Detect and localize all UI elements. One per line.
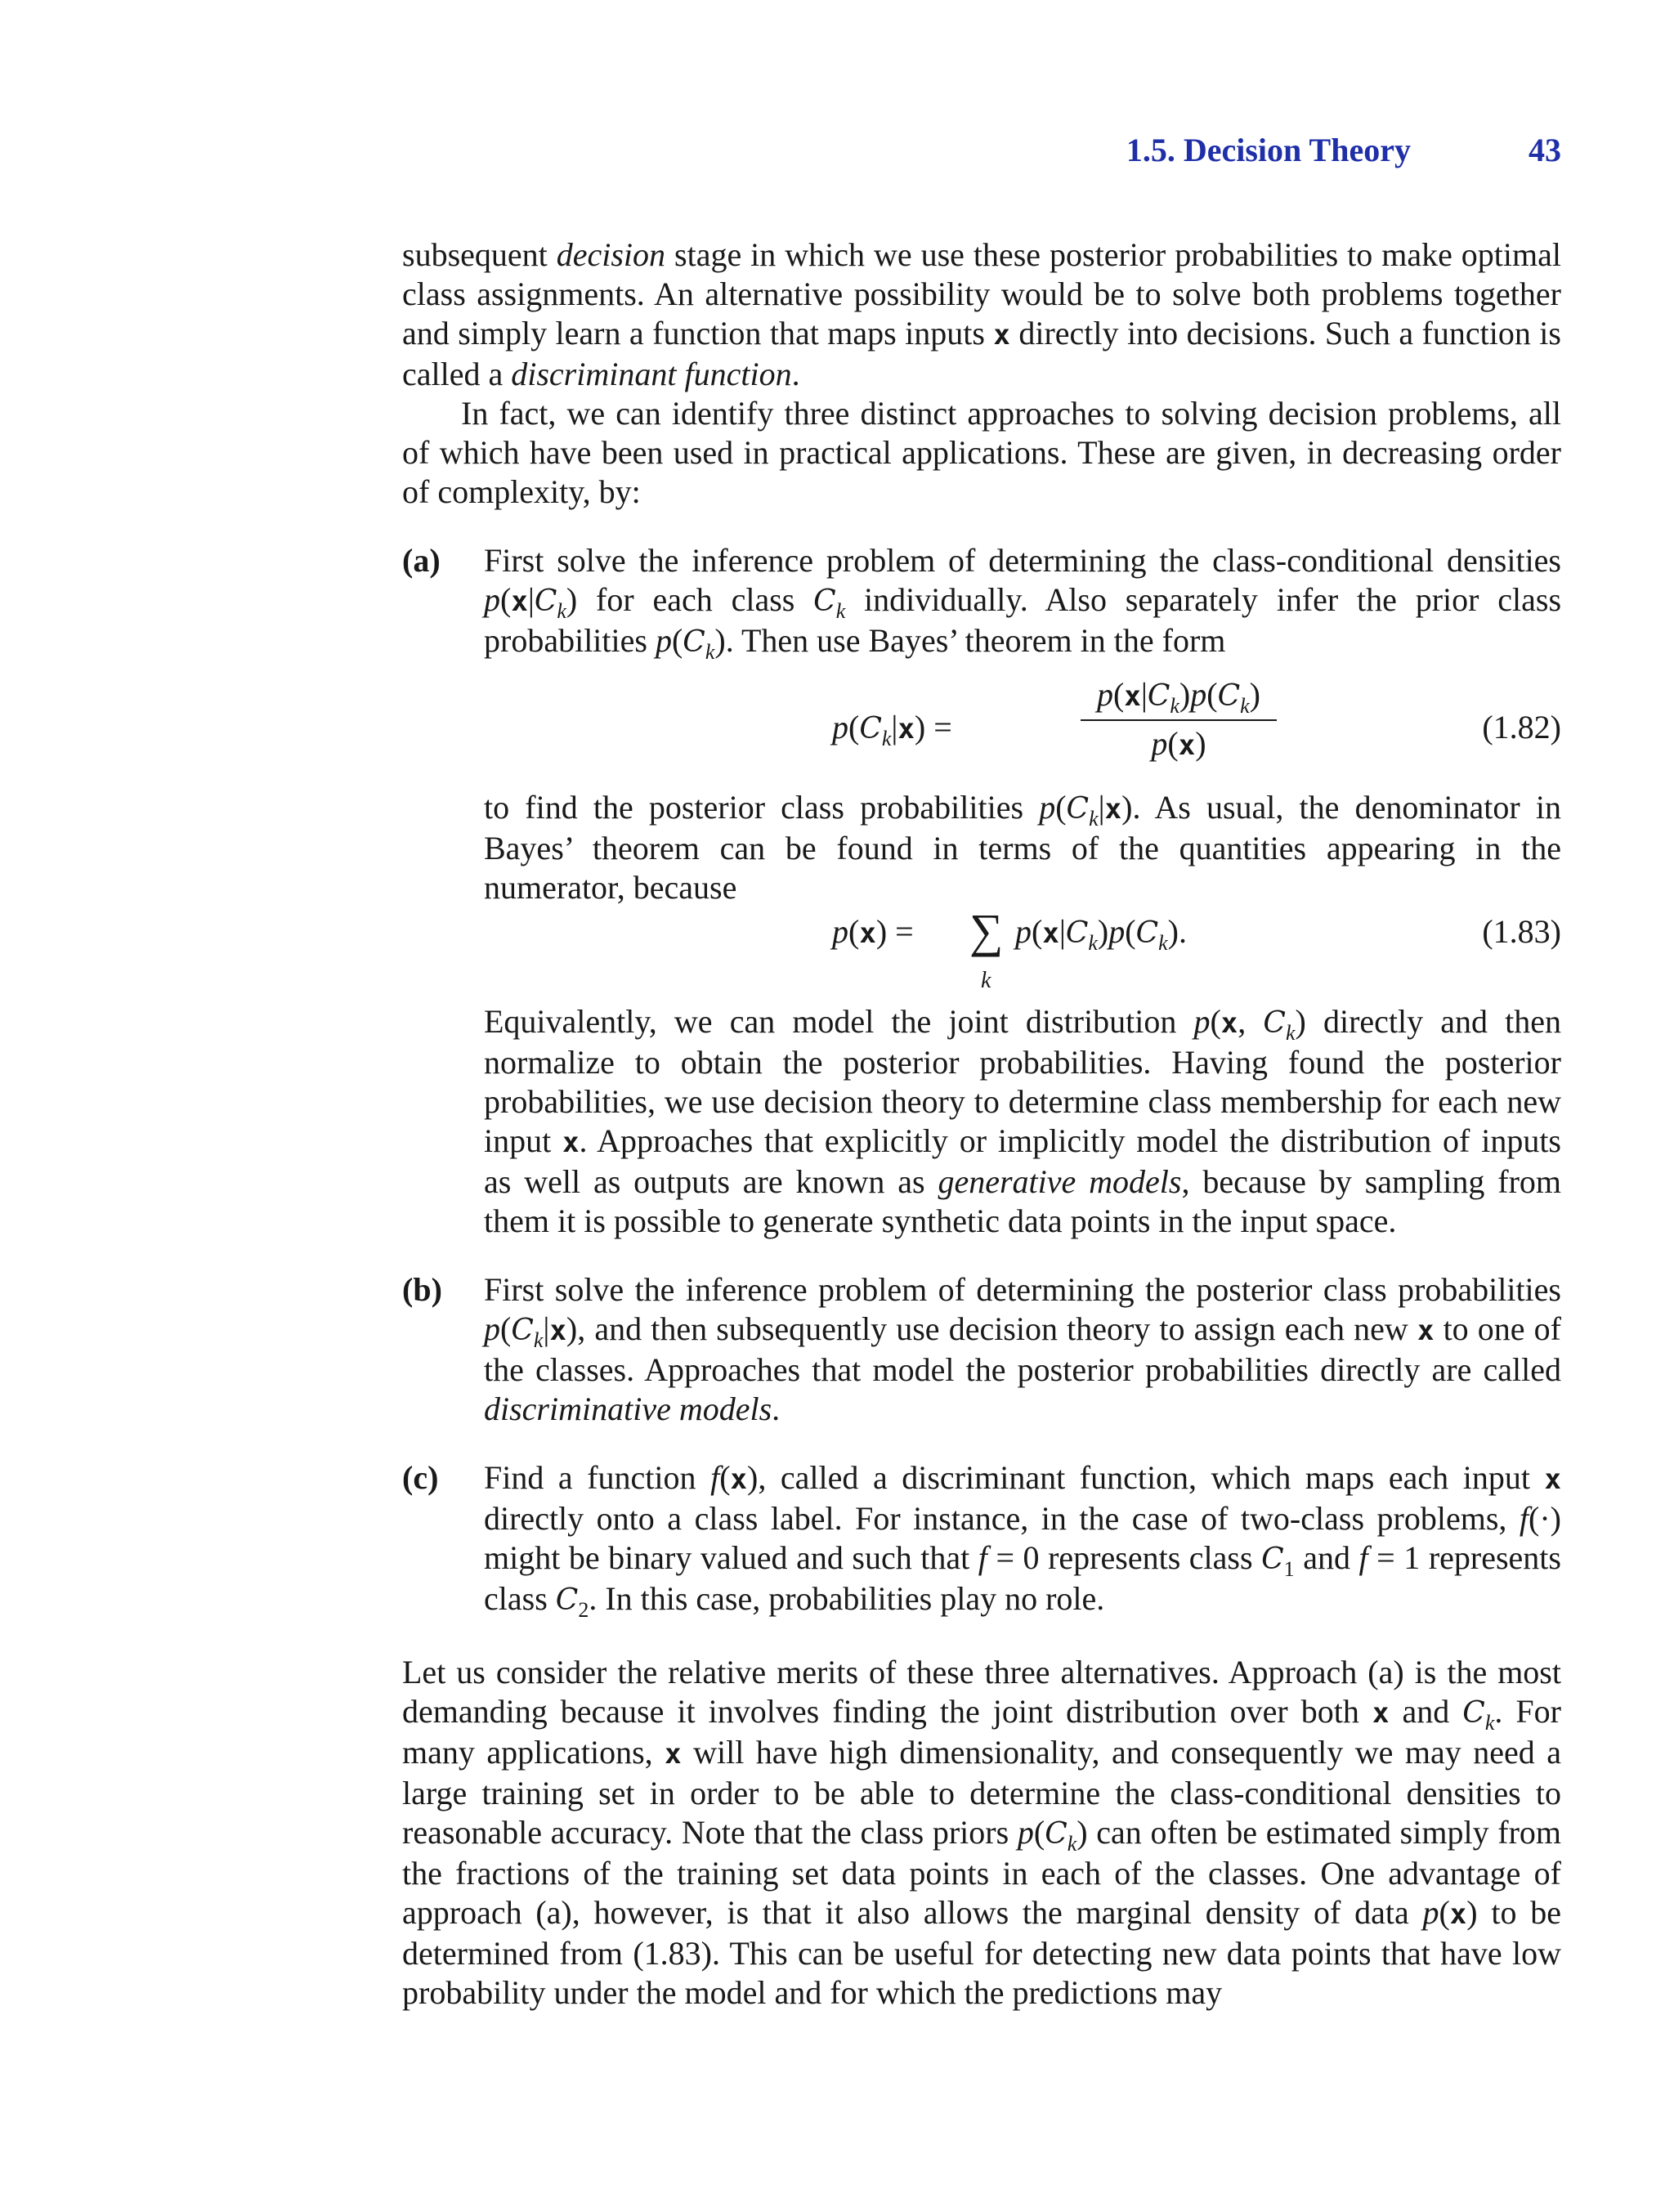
item-a-text: First solve the inference problem of determining the class-conditional densities $p(x|C_k)$ for each class $C_k$ individually. Also separately infer the prior class probabilities $p(C_k)$. Then use Bayes’ theorem in the form <box>484 542 1562 664</box>
text-run: , and then subsequently use decision theory to assign each new <box>577 1310 1417 1347</box>
list-item-a <box>402 541 1561 1241</box>
text-run: stage in which we use these posterior probabilities to make optimal class assignments. An alternative possibility would be to solve both problems together and simply learn a function that maps inputs <box>402 236 1561 352</box>
item-c-text: Find a function f(x), called a discriminant function, which maps each input x directly onto a class label. For instance, in the case of two-class problems, f(·) might be binary valued and such that f = 0 represents class $C_1$ and f = 1 represents class $C_2$. In this case, probabilities play no role. <box>484 1459 1561 1622</box>
text-run: can often be estimated simply from the fractions of the training set data points in each of the classes. One advantage of approach (a), however, is that it also allows the marginal density of data <box>402 1814 1562 1931</box>
text-run: . As usual, the denominator in Bayes’ theorem can be found in terms of the quantities appearing in the numerator, because <box>484 789 1561 906</box>
page-number: 43 <box>1529 132 1561 168</box>
text-run: First solve the inference problem of determining the posterior class probabilities <box>484 1271 1561 1308</box>
list-label: (a) <box>402 542 441 579</box>
text-run: . <box>791 356 800 392</box>
text-run: Let us consider the relative merits of these three alternatives. Approach (a) is the most demanding because it involves finding the joint distribution over both <box>402 1654 1561 1730</box>
item-a-text-2: to find the posterior class probabilities $p(C_k|x)$. As usual, the denominator in Bayes’ theorem can be found in terms of the quantities appearing in the numerator, because <box>484 789 1561 906</box>
text-run: for each class <box>577 581 814 618</box>
item-b-text: First solve the inference problem of determining the posterior class probabilities $p(C_k|x)$, and then subsequently use decision theory to assign each new x to one of the classes. Approaches that model the posterior probabilities directly are called discriminative models. <box>484 1271 1562 1427</box>
text-run: to one of the classes. Approaches that model the posterior probabilities directly are called <box>484 1310 1562 1388</box>
text-run: directly into decisions. Such a function is called a <box>402 315 1561 392</box>
text-run: to be determined from (1.83). This can be useful for detecting new data points that have low probability under the model and for which the predictions may <box>402 1894 1561 2011</box>
equation-number: (1.82) <box>1482 709 1561 746</box>
emphasis-generative-models: generative models <box>938 1163 1182 1200</box>
text-run: to find the posterior class probabilities <box>484 789 1040 826</box>
text-run: , called a discriminant function, which maps each input <box>758 1459 1545 1496</box>
text-run: . For many applications, <box>402 1693 1562 1771</box>
text-run: . <box>772 1390 781 1427</box>
equation-number: (1.83) <box>1482 913 1561 950</box>
emphasis-decision: decision <box>556 236 666 273</box>
text-run: Equivalently, we can model the joint distribution <box>484 1003 1194 1040</box>
text-run: individually. Also separately infer the prior class probabilities <box>484 581 1562 659</box>
text-run: . Then use Bayes’ theorem in the form <box>725 622 1226 659</box>
text-run: directly onto a class label. For instance, in the case of two-class problems, <box>484 1500 1520 1537</box>
list-item-b <box>402 1270 1561 1429</box>
section-title: 1.5. Decision Theory <box>1126 132 1411 168</box>
text-run: First solve the inference problem of determining the class-conditional densities <box>484 542 1561 579</box>
text-run: and <box>1389 1693 1463 1730</box>
list-label: (c) <box>402 1459 439 1496</box>
paragraph-approaches: In fact, we can identify three distinct approaches to solving decision problems, all of which have been used in practical applications. These are given, in decreasing order of complexity, by: <box>402 395 1561 510</box>
emphasis-discriminative-models: discriminative models <box>484 1390 772 1427</box>
list-item-c <box>402 1458 1561 1620</box>
text-run: and <box>1294 1539 1359 1576</box>
list-label: (b) <box>402 1271 442 1308</box>
text-run: will have high dimensionality, and consequently we may need a large training set in order to be able to determine the class-conditional densities to reasonable accuracy. Note that the class priors <box>402 1734 1561 1851</box>
text-run: directly and then normalize to obtain the posterior probabilities. Having found the posterior probabilities, we use decision theory to determine class membership for each new input <box>484 1003 1561 1159</box>
text-run: represents class <box>1039 1539 1262 1576</box>
text-run: . In this case, probabilities play no role. <box>589 1580 1105 1617</box>
equation-1-82: $p(C_k|x)$ = $\frac{p(x|C_k)p(C_k)}{p(x)}$ (1.82) <box>832 676 1561 762</box>
text-run: . Approaches that explicitly or implicitly model the distribution of inputs as well as outputs are known as <box>484 1122 1561 1200</box>
emphasis-discriminant-function: discriminant function <box>511 356 792 392</box>
paragraph-relative-merits: Let us consider the relative merits of these three alternatives. Approach (a) is the most demanding because it involves finding the joint distribution over both x and $C_k$. For many applications, x will have high dimensionality, and consequently we may need a large training set in order to be able to determine the class-conditional densities to reasonable accuracy. Note that the class priors $p(C_k)$ can often be estimated simply from the fractions of the training set data points in each of the classes. One advantage of approach (a), however, is that it also allows the marginal density of data p(x) to be determined from (1.83). This can be useful for detecting new data points that have low probability under the model and for which the predictions may <box>402 1654 1562 2011</box>
body-text <box>402 235 1561 2013</box>
equation-1-83: p(x) = ∑ k $p(x|C_k)p(C_k)$. (1.83) <box>832 904 1561 993</box>
paragraph-intro: subsequent decision stage in which we use these posterior probabilities to make optimal class assignments. An alternative possibility would be to solve both problems together and simply learn a function that maps inputs x directly into decisions. Such a function is called a discriminant function. <box>402 236 1561 392</box>
running-header <box>402 131 1561 170</box>
text-run: Find a function <box>484 1459 711 1496</box>
text-run: represents class <box>484 1539 1561 1617</box>
item-a-text-3: Equivalently, we can model the joint distribution p(x, $C_k$) directly and then normalize to obtain the posterior probabilities. Having found the posterior probabilities, we use decision theory to determine class membership for each new input x. Approaches that explicitly or implicitly model the distribution of inputs as well as outputs are known as generative models, because by sampling from them it is possible to generate synthetic data points in the input space. <box>484 1003 1562 1239</box>
text-run: , because by sampling from them it is possible to generate synthetic data points in the input space. <box>484 1163 1562 1239</box>
text-run: might be binary valued and such that <box>484 1539 978 1576</box>
text-run: subsequent <box>402 236 557 273</box>
